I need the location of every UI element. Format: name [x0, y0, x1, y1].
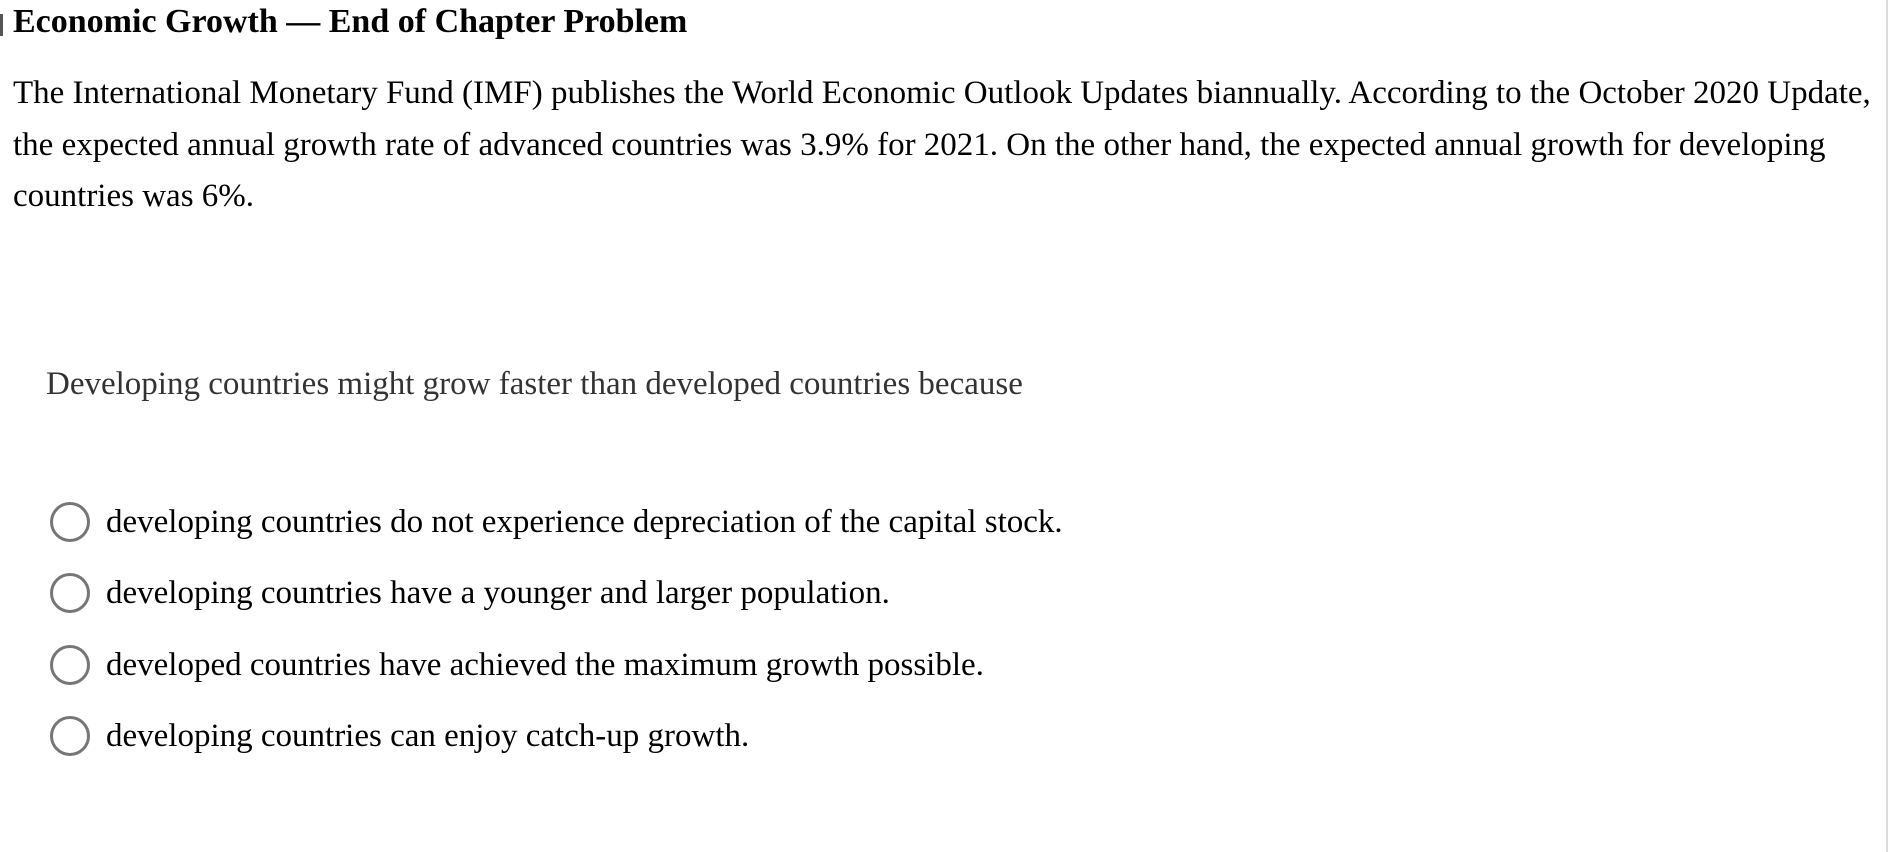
- answer-option-2[interactable]: [50, 558, 1063, 630]
- answer-option-3[interactable]: [50, 629, 1063, 701]
- answer-options: [50, 486, 1063, 772]
- left-edge-marker: [0, 14, 3, 36]
- page-title: Economic Growth — End of Chapter Problem: [13, 3, 688, 40]
- answer-option-label[interactable]: developing countries can enjoy catch-up growth.: [106, 718, 750, 755]
- answer-option-label[interactable]: developing countries have a younger and larger population.: [106, 575, 890, 612]
- radio-button-2[interactable]: [50, 573, 90, 613]
- radio-button-4[interactable]: [50, 716, 90, 756]
- radio-button-1[interactable]: [50, 502, 90, 542]
- answer-option-label[interactable]: developing countries do not experience depreciation of the capital stock.: [106, 503, 1063, 540]
- answer-option-4[interactable]: [50, 701, 1063, 773]
- radio-button-3[interactable]: [50, 645, 90, 685]
- intro-paragraph: The International Monetary Fund (IMF) publishes the World Economic Outlook Updates biannually. According to the October 2020 Update, the expected annual growth rate of advanced countries was 3.9% for 2021. On the other hand, the expected annual growth for developing countries was 6%.: [13, 75, 1871, 214]
- answer-option-1[interactable]: [50, 486, 1063, 558]
- answer-option-label[interactable]: developed countries have achieved the maximum growth possible.: [106, 646, 984, 683]
- question-prompt: Developing countries might grow faster than developed countries because: [46, 366, 1023, 402]
